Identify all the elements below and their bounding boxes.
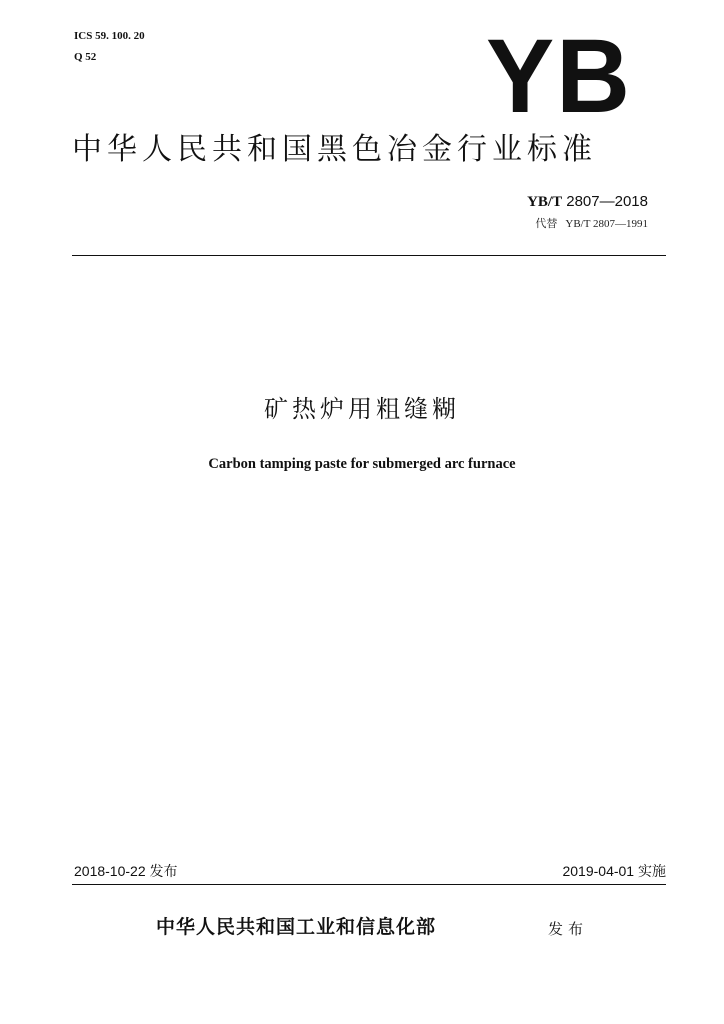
bottom-divider: [72, 884, 666, 885]
standard-category-title: 中华人民共和国黑色冶金行业标准: [72, 132, 597, 167]
top-divider: [72, 255, 666, 256]
replaces-number: YB/T 2807—1991: [565, 218, 648, 230]
replaces-line: [535, 215, 648, 231]
replaces-label: 代替: [535, 217, 558, 230]
ics-code: ICS 59. 100. 20: [74, 30, 145, 42]
publish-label: 发布: [548, 920, 589, 938]
document-title-chinese: 矿热炉用粗缝糊: [264, 395, 460, 423]
standard-number-prefix: YB/T: [527, 194, 563, 210]
document-title-english: Carbon tamping paste for submerged arc furnace: [208, 456, 516, 472]
ccs-code: Q 52: [74, 51, 97, 63]
standard-number: [527, 193, 648, 211]
issue-date: 2018-10-22 发布: [74, 863, 178, 879]
yb-logo: [486, 26, 634, 118]
implementation-date: 2019-04-01 实施: [562, 863, 666, 879]
publisher-name: 中华人民共和国工业和信息化部: [156, 916, 437, 938]
yb-logo-text: YB: [486, 26, 632, 118]
standard-number-value: 2807—2018: [566, 193, 648, 210]
